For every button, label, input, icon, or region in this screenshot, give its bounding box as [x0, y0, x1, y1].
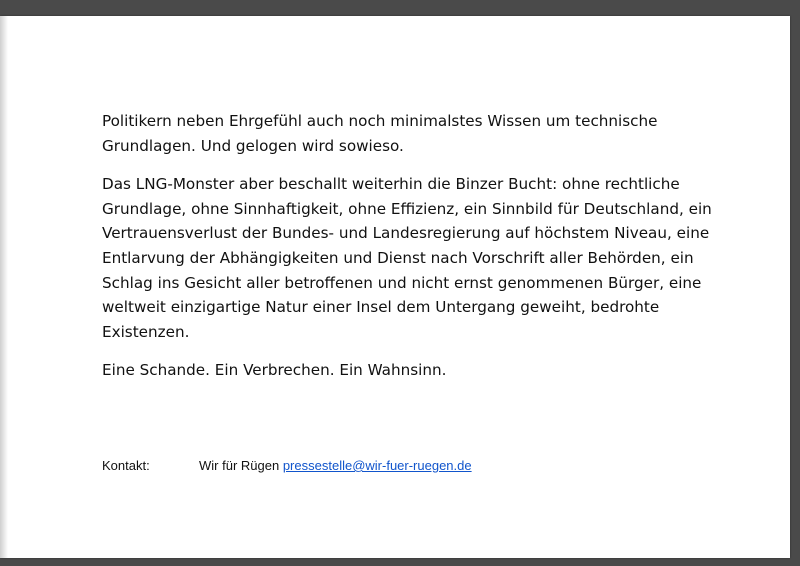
contact-label: Kontakt:: [102, 458, 150, 473]
contact-organization: Wir für Rügen: [199, 458, 280, 473]
document-body: [102, 109, 742, 397]
contact-email-link[interactable]: pressestelle@wir-fuer-ruegen.de: [282, 458, 472, 473]
contact-line: [102, 458, 742, 478]
paragraph-1: Politikern neben Ehrgefühl auch noch minimalstes Wissen um technische Grundlagen. Und gelogen wird sowieso.: [102, 112, 658, 155]
paragraph-2: Das LNG-Monster aber beschallt weiterhin die Binzer Bucht: ohne rechtliche Grundlage, ohne Sinnhaftigkeit, ohne Effizienz, ein Sinnbild für Deutschland, ein Vertrauensverlust der Bundes- und Landesregierung auf höchstem Niveau, eine Entlarvung der Abhängigkeiten und Dienst nach Vorschrift aller Behörden, ein Schlag ins Gesicht aller betroffenen und nicht ernst genommenen Bürger, eine weltweit einzigartige Natur einer Insel dem Untergang geweiht, bedrohte Existenzen.: [102, 175, 712, 341]
page-edge-shadow: [0, 16, 8, 558]
contact-details: [199, 458, 472, 473]
paragraph-3: Eine Schande. Ein Verbrechen. Ein Wahnsinn.: [102, 361, 447, 380]
